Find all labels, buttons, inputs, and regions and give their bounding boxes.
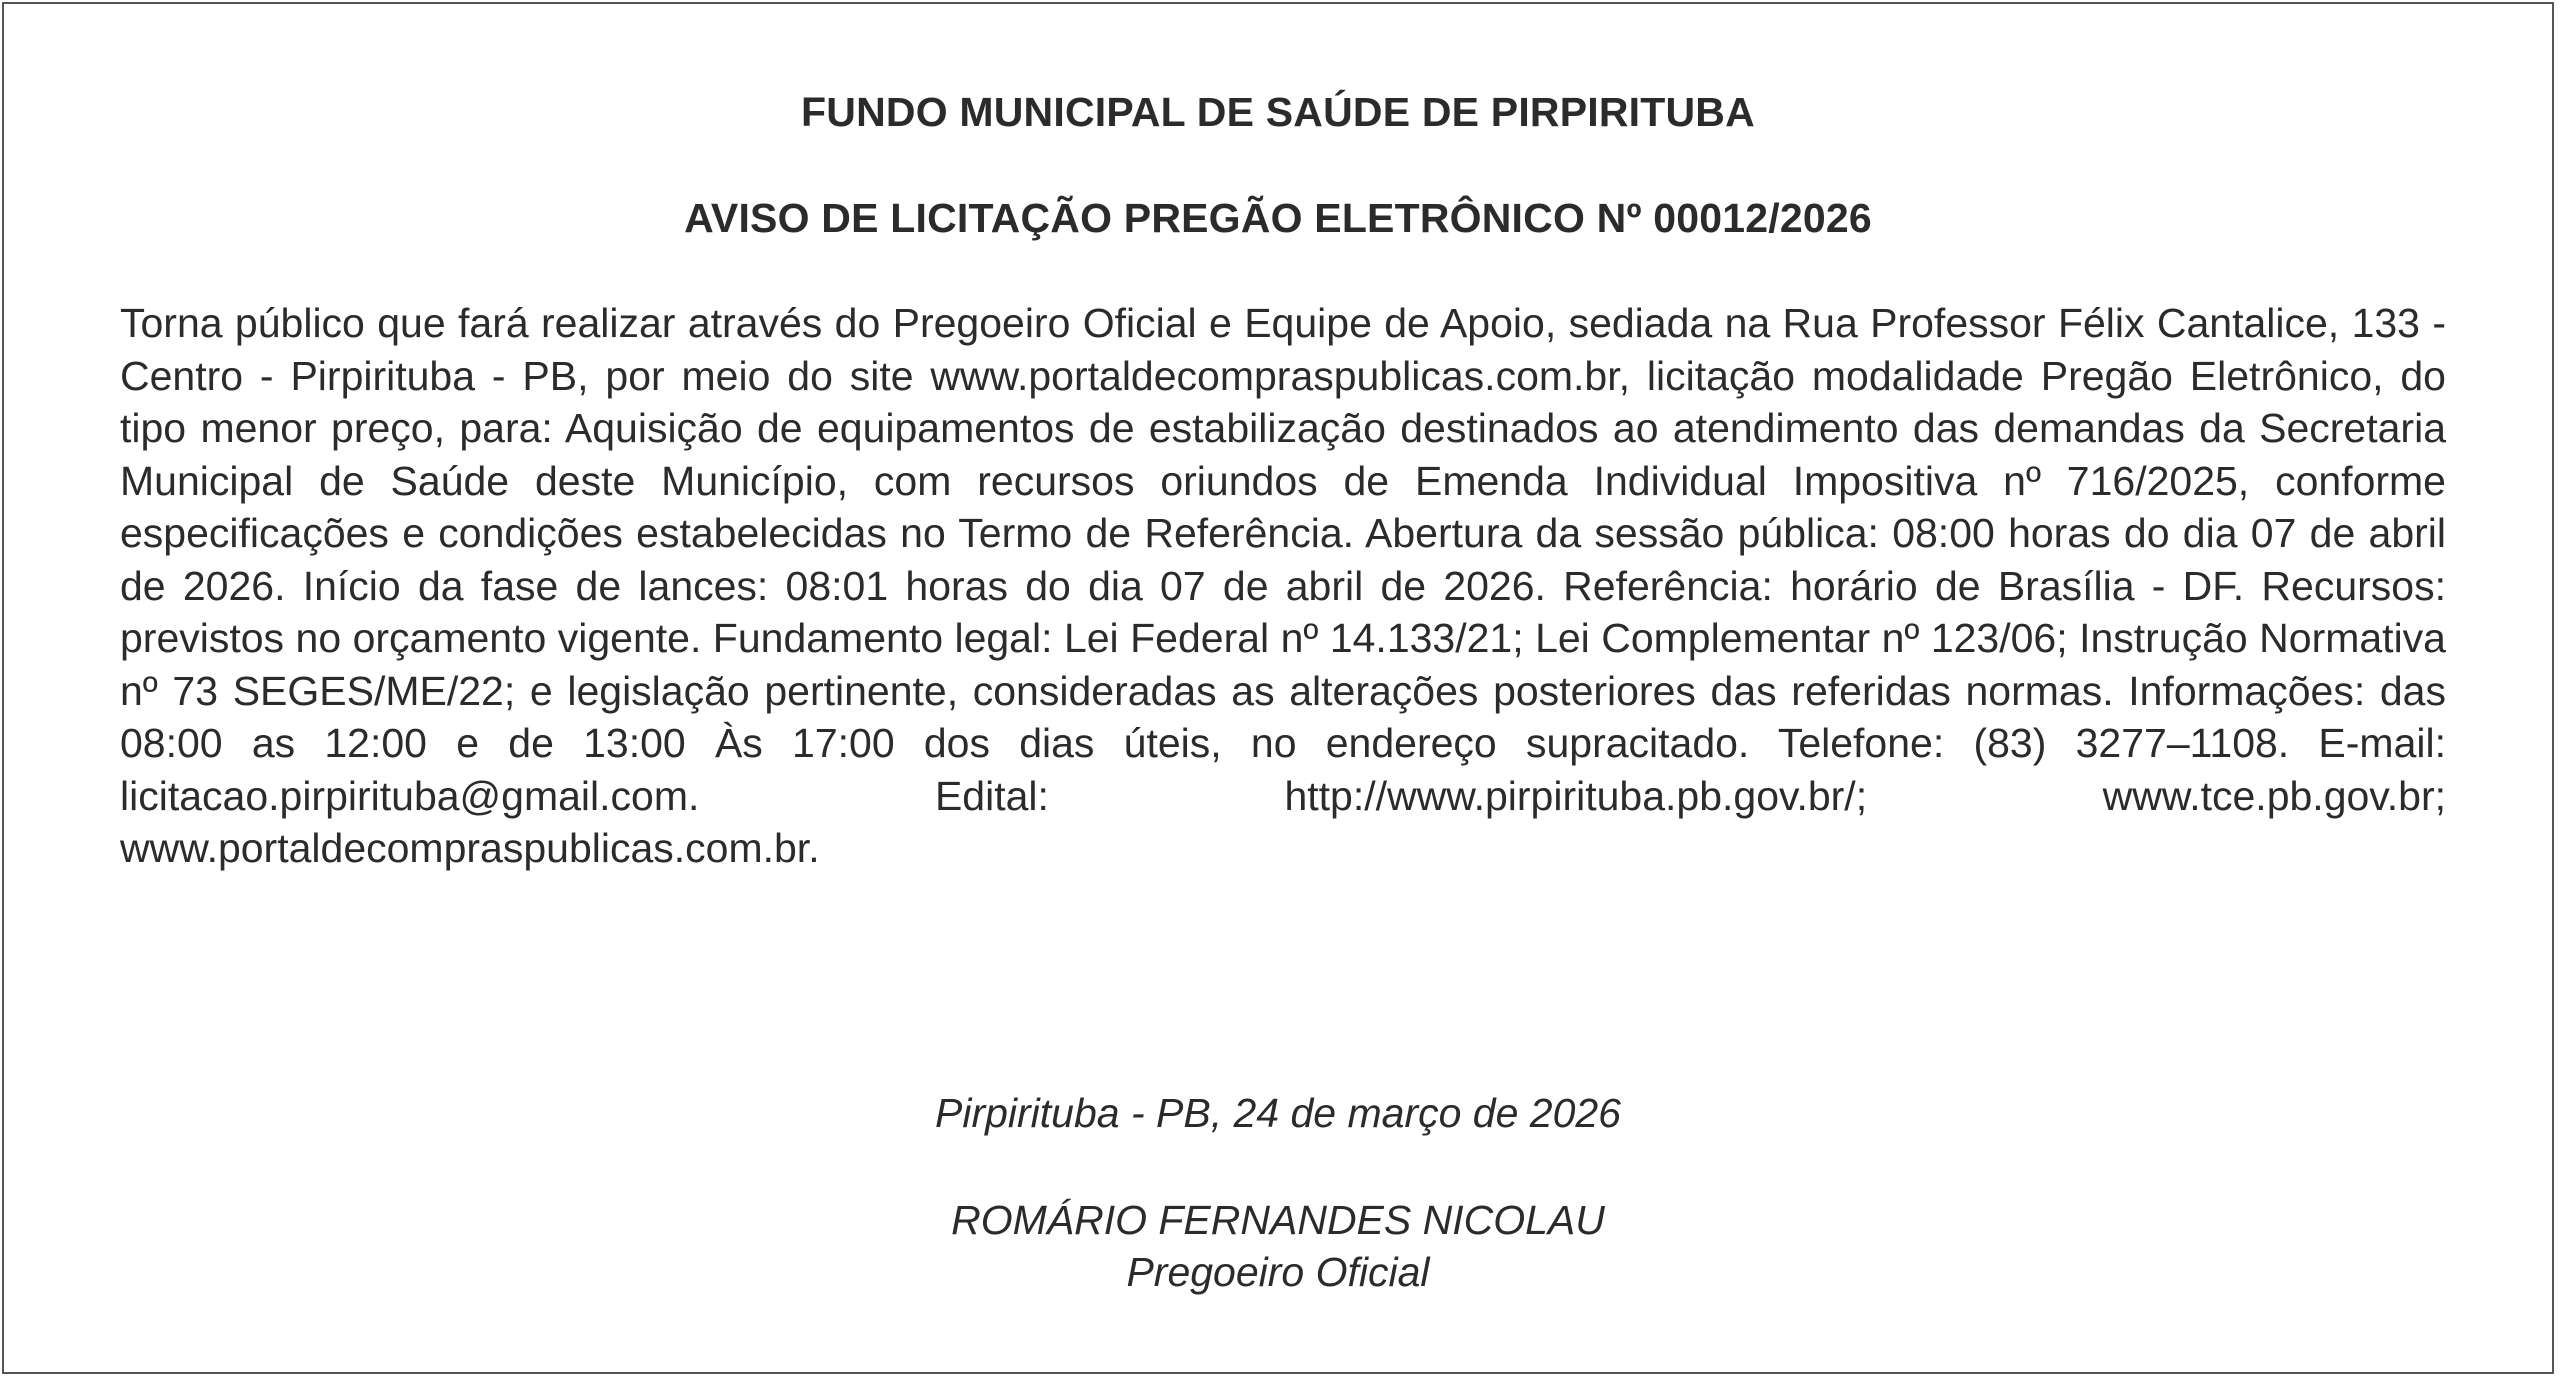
place-and-date: Pirpirituba - PB, 24 de março de 2026: [935, 1090, 1621, 1136]
notice-frame: [2, 2, 2554, 1374]
signature-block: [4, 1194, 2552, 1298]
notice-body-text: Torna público que fará realizar através do Pregoeiro Oficial e Equipe de Apoio, sediada na Rua Professor Félix Cantalice, 133 - Centro - Pirpirituba - PB, por meio do site www.portaldecompraspublicas.com.br, licitação modalidade Pregão Eletrônico, do tipo menor preço, para: Aquisição de equipamentos de estabilização destinados ao atendimento das demandas da Secretaria Municipal de Saúde deste Município, com recursos oriundos de Emenda Individual Impositiva nº 716/2025, conforme especificações e condições estabelecidas no Termo de Referência. Abertura da sessão pública: 08:00 horas do dia 07 de abril de 2026. Início da fase de lances: 08:01 horas do dia 07 de abril de 2026. Referência: horário de Brasília - DF. Recursos: previstos no orçamento vigente. Fundamento legal: Lei Federal nº 14.133/21; Lei Complementar nº 123/06; Instrução Normativa nº 73 SEGES/ME/22; e legislação pertinente, consideradas as alterações posteriores das referidas normas. Informações: das 08:00 as 12:00 e de 13:00 Às 17:00 dos dias úteis, no endereço supracitado. Telefone: (83) 3277–1108. E-mail: licitacao.pirpirituba@gmail.com. Edital: http://www.pirpirituba.pb.gov.br/; www.tce.pb.gov.br; www.portaldecompraspublicas.com.br.: [120, 300, 2446, 871]
signatory-name: ROMÁRIO FERNANDES NICOLAU: [951, 1197, 1605, 1243]
organization-title: FUNDO MUNICIPAL DE SAÚDE DE PIRPIRITUBA: [801, 89, 1755, 135]
notice-title: AVISO DE LICITAÇÃO PREGÃO ELETRÔNICO Nº 00012/2026: [684, 195, 1872, 241]
signatory-role: Pregoeiro Oficial: [1126, 1249, 1430, 1295]
